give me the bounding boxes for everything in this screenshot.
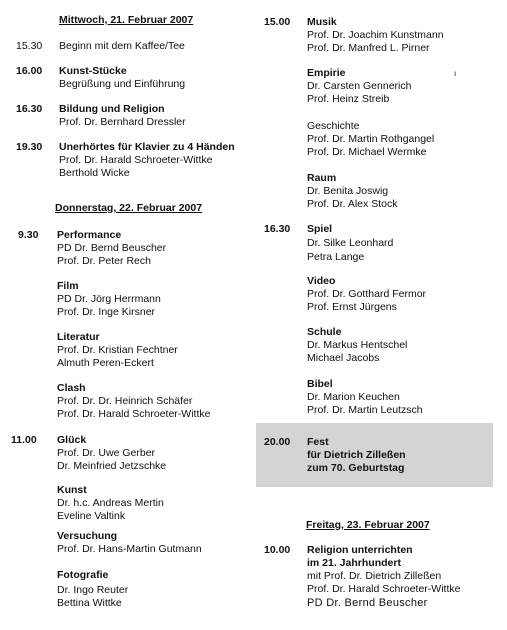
speaker-name: Prof. Dr. Dr. Heinrich Schäfer <box>57 395 193 407</box>
program-title: Kunst-Stücke <box>59 65 127 77</box>
speaker-name: Michael Jacobs <box>307 352 380 364</box>
speaker-name: Dr. Markus Hentschel <box>307 339 408 351</box>
fest-title: Fest <box>307 436 329 448</box>
session-title: Raum <box>307 172 337 184</box>
time-label: 15.30 <box>16 40 43 52</box>
session-title: Spiel <box>307 223 333 235</box>
speaker-name: Dr. Ingo Reuter <box>57 584 129 596</box>
speaker-name: Prof. Ernst Jürgens <box>307 301 397 313</box>
speaker-name: Eveline Valtink <box>57 510 126 522</box>
time-label: 9.30 <box>18 229 39 241</box>
speaker-name: Prof. Dr. Manfred L. Pirner <box>307 42 430 54</box>
speaker-name: PD Dr. Jörg Herrmann <box>57 293 161 305</box>
session-title: Literatur <box>57 331 100 343</box>
time-label: 16.30 <box>16 103 43 115</box>
speaker-name: Prof. Dr. Uwe Gerber <box>57 447 156 459</box>
program-title: Beginn mit dem Kaffee/Tee <box>59 40 185 52</box>
time-label: 20.00 <box>264 436 291 448</box>
speaker-name: Dr. h.c. Andreas Mertin <box>57 497 164 509</box>
session-title: Musik <box>307 16 337 28</box>
program-title: Bildung und Religion <box>59 103 165 115</box>
session-title: Geschichte <box>307 120 360 132</box>
session-title: Bibel <box>307 378 333 390</box>
session-title: Film <box>57 280 79 292</box>
time-label: 19.30 <box>16 141 43 153</box>
speaker-name: Prof. Dr. Martin Leutzsch <box>307 404 423 416</box>
session-title: Schule <box>307 326 342 338</box>
session-title: Versuchung <box>57 530 118 542</box>
program-title: im 21. Jahrhundert <box>307 557 401 569</box>
speaker-name: Petra Lange <box>307 251 365 263</box>
speaker-name: Prof. Dr. Michael Wermke <box>307 146 427 158</box>
speaker-name: Prof. Dr. Peter Rech <box>57 255 151 267</box>
program-title: Religion unterrichten <box>307 544 413 556</box>
speaker-name: Prof. Dr. Harald Schroeter-Wittke <box>59 154 213 166</box>
time-label: 16.00 <box>16 65 43 77</box>
speaker-name: Prof. Dr. Gotthard Fermor <box>307 288 427 300</box>
speaker-name: Berthold Wicke <box>59 167 130 179</box>
time-label: 16.30 <box>264 223 291 235</box>
speaker-name: Dr. Silke Leonhard <box>307 237 394 249</box>
speaker-name: Prof. Dr. Kristian Fechtner <box>57 344 178 356</box>
time-label: 15.00 <box>264 16 291 28</box>
session-title: Clash <box>57 382 86 394</box>
session-title: Empirie <box>307 67 346 79</box>
speaker-name: Prof. Dr. Bernhard Dressler <box>59 116 186 128</box>
speaker-name: mit Prof. Dr. Dietrich Zilleßen <box>307 570 442 582</box>
speaker-name: Dr. Meinfried Jetzschke <box>57 460 167 472</box>
program-detail: Begrüßung und Einführung <box>59 78 186 90</box>
speaker-name: PD Dr. Bernd Beuscher <box>57 242 167 254</box>
session-title: Video <box>307 275 336 287</box>
time-label: 10.00 <box>264 544 291 556</box>
session-title: Performance <box>57 229 122 241</box>
speaker-name: Prof. Dr. Hans-Martin Gutmann <box>57 543 202 555</box>
day-heading-wednesday: Mittwoch, 21. Februar 2007 <box>59 14 194 26</box>
speaker-name: Bettina Wittke <box>57 597 122 609</box>
speaker-name: Dr. Marion Keuchen <box>307 391 400 403</box>
speaker-name: Prof. Dr. Martin Rothgangel <box>307 133 435 145</box>
speaker-name: PD Dr. Bernd Beuscher <box>307 597 428 609</box>
speaker-name: Prof. Heinz Streib <box>307 93 390 105</box>
time-label: 11.00 <box>11 434 37 446</box>
speaker-name: Prof. Dr. Harald Schroeter-Wittke <box>57 408 211 420</box>
speaker-name: Prof. Dr. Inge Kirsner <box>57 306 156 318</box>
day-heading-friday: Freitag, 23. Februar 2007 <box>306 519 430 531</box>
speaker-name: Prof. Dr. Harald Schroeter-Wittke <box>307 583 461 595</box>
day-heading-thursday: Donnerstag, 22. Februar 2007 <box>55 202 203 214</box>
speaker-name: Prof. Dr. Alex Stock <box>307 198 398 210</box>
session-title: Fotografie <box>57 569 109 581</box>
session-title: Glück <box>57 434 87 446</box>
session-title: Kunst <box>57 484 87 496</box>
speaker-name: Dr. Benita Joswig <box>307 185 389 197</box>
fest-line: zum 70. Geburtstag <box>307 462 405 474</box>
speaker-name: Prof. Dr. Joachim Kunstmann <box>307 29 444 41</box>
program-title: Unerhörtes für Klavier zu 4 Händen <box>59 141 235 153</box>
stray-mark: ı <box>454 69 457 78</box>
fest-line: für Dietrich Zilleßen <box>307 449 406 461</box>
speaker-name: Dr. Carsten Gennerich <box>307 80 412 92</box>
speaker-name: Almuth Peren-Eckert <box>57 357 154 369</box>
